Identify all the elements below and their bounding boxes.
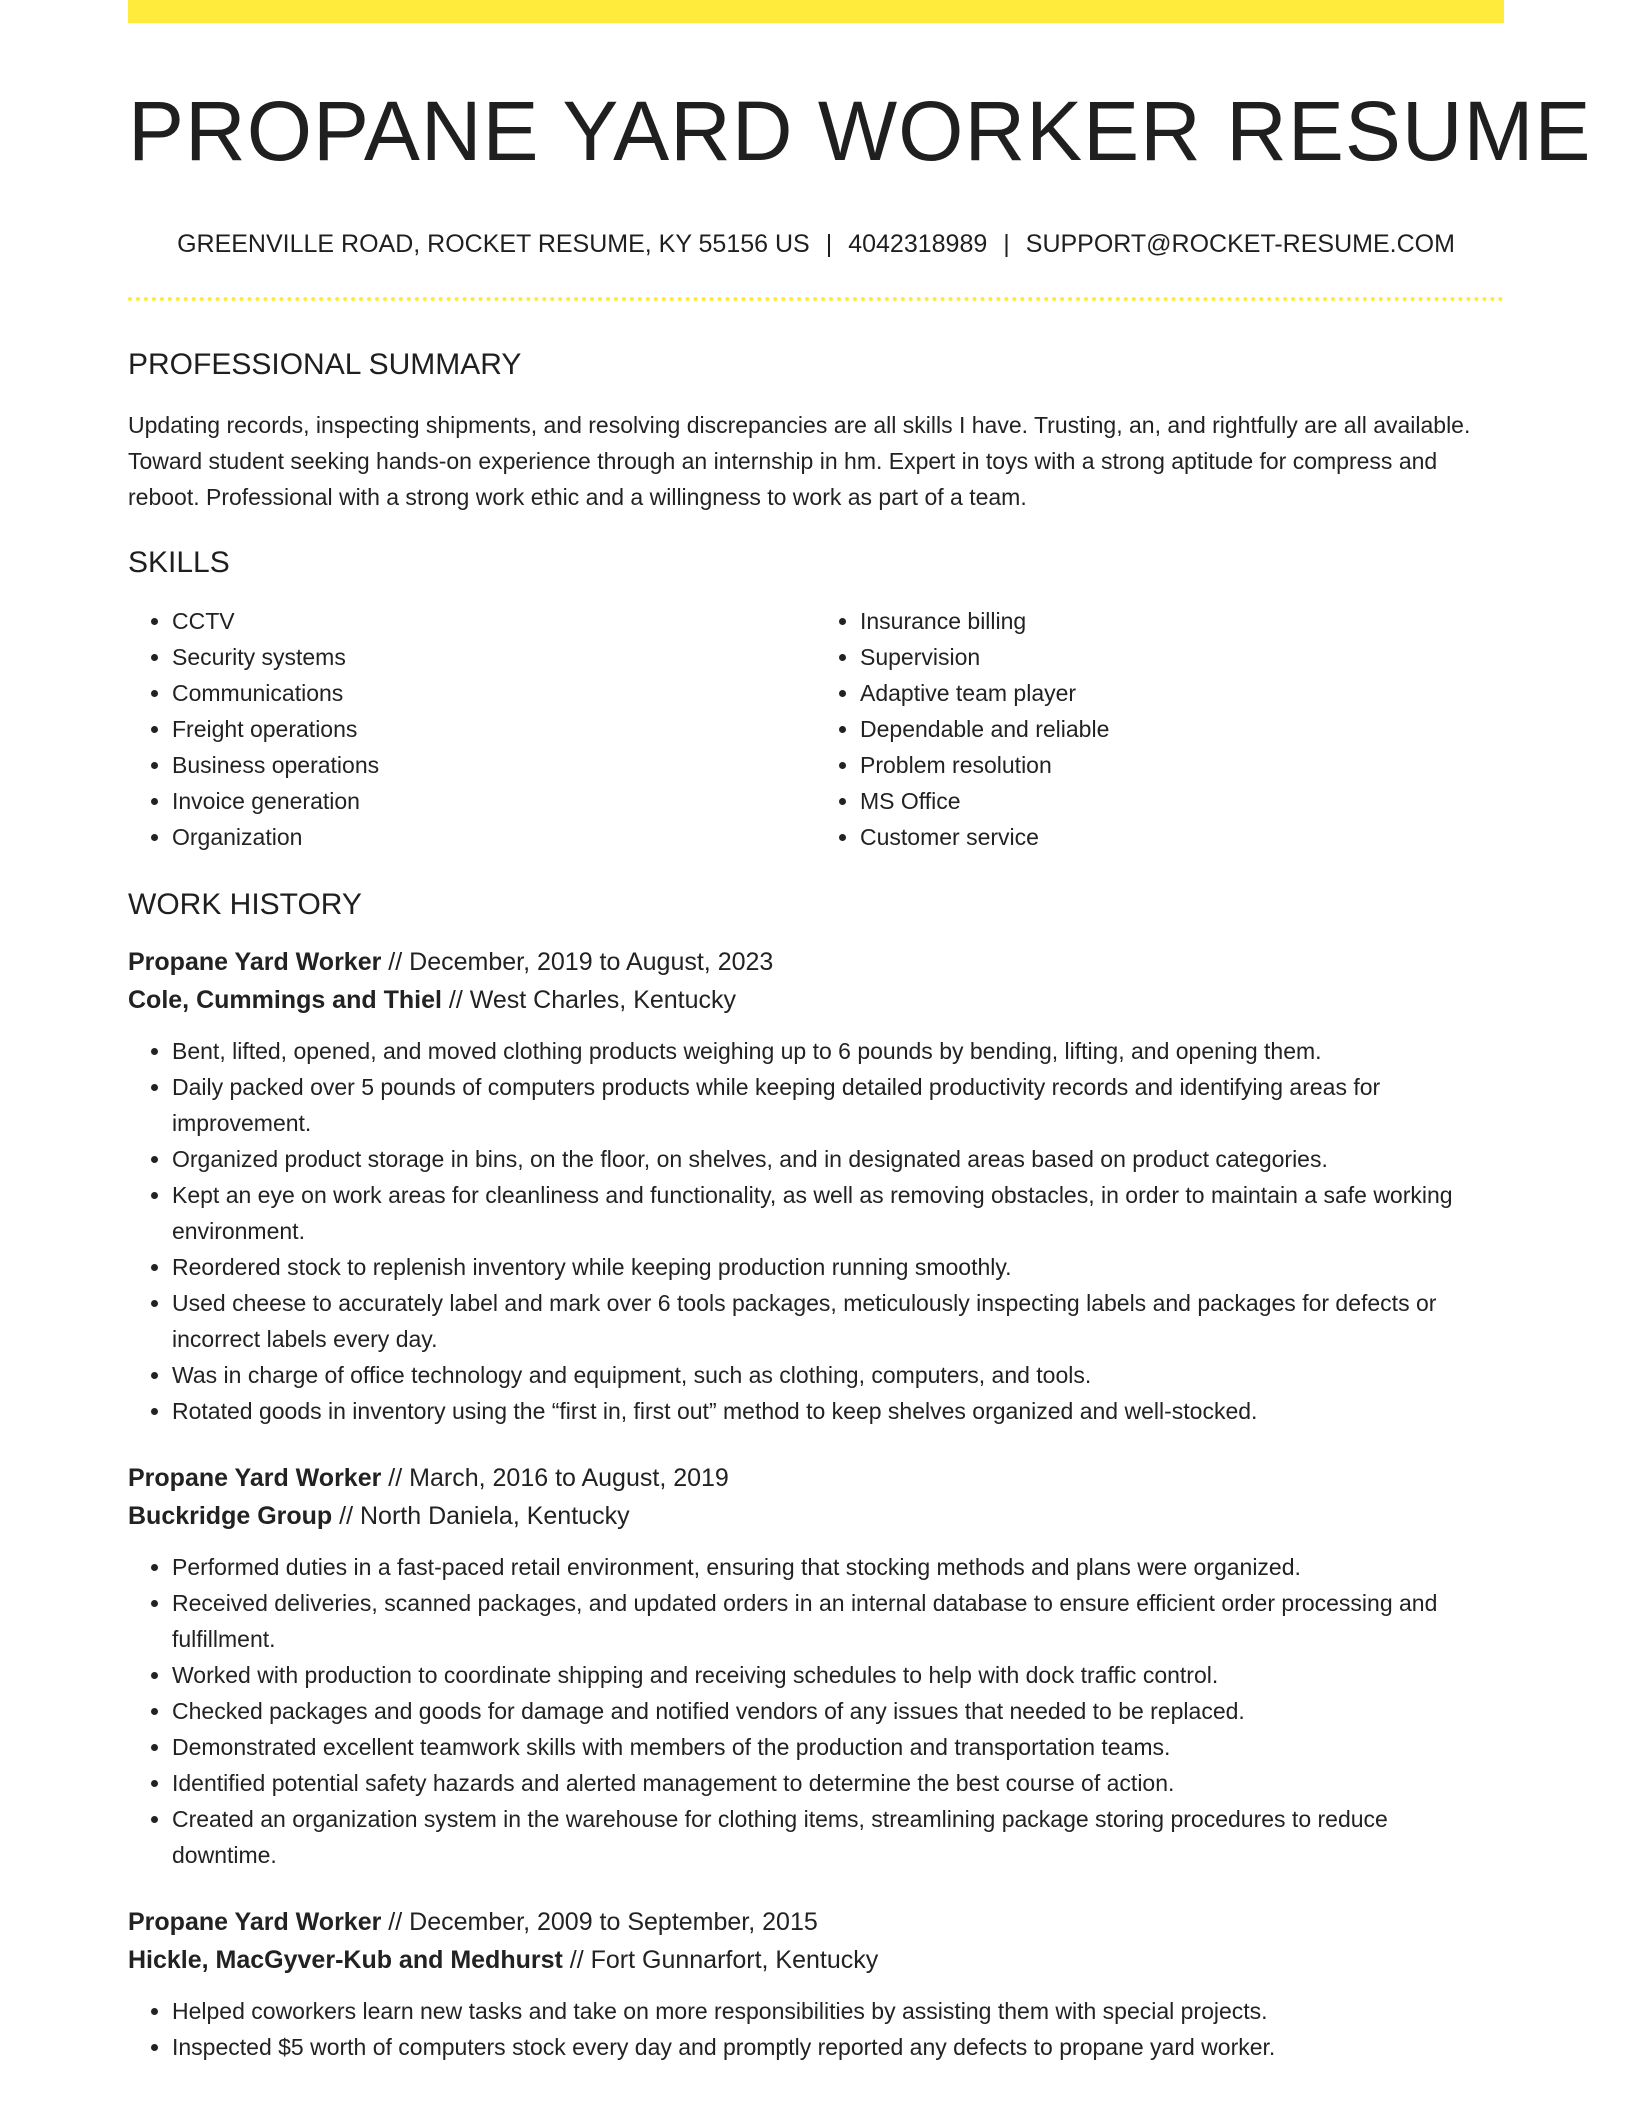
job-title-line	[128, 1903, 1504, 1941]
job-dates: March, 2016 to August, 2019	[409, 1464, 729, 1493]
job-location: North Daniela, Kentucky	[359, 1502, 630, 1531]
dotted-divider	[128, 297, 1504, 301]
job-bullet-list	[128, 1993, 1504, 2065]
job-entry	[128, 943, 1504, 1429]
job-company: Hickle, MacGyver-Kub and Medhurst	[128, 1946, 563, 1975]
skill-item: • CCTV	[172, 603, 816, 639]
job-title-line	[128, 1459, 1504, 1497]
job-bullet: • Was in charge of office technology and equipment, such as clothing, computers, and tools.	[172, 1357, 1504, 1393]
skill-item: • Business operations	[172, 747, 816, 783]
job-bullet-list	[128, 1549, 1504, 1873]
job-company-line	[128, 1941, 1504, 1979]
job-dates: December, 2019 to August, 2023	[409, 948, 774, 977]
resume-title: PROPANE YARD WORKER RESUME	[128, 84, 1592, 178]
delimiter: //	[562, 1946, 591, 1975]
job-bullet: • Worked with production to coordinate shipping and receiving schedules to help with dock traffic control.	[172, 1657, 1504, 1693]
skill-item: • Supervision	[860, 639, 1504, 675]
skills-heading: SKILLS	[128, 546, 230, 580]
job-title: Propane Yard Worker	[128, 948, 382, 977]
job-bullet: • Inspected $5 worth of computers stock every day and promptly reported any defects to propane yard worker.	[172, 2029, 1504, 2065]
skills-list-right	[816, 603, 1504, 855]
resume-page	[128, 0, 1592, 2065]
skill-item: • Dependable and reliable	[860, 711, 1504, 747]
job-bullet: • Helped coworkers learn new tasks and take on more responsibilities by assisting them with special projects.	[172, 1993, 1504, 2029]
job-bullet: • Created an organization system in the warehouse for clothing items, streamlining package storing procedures to reduce downtime.	[172, 1801, 1504, 1873]
skill-item: • Freight operations	[172, 711, 816, 747]
job-company-line	[128, 1497, 1504, 1535]
job-bullet: • Reordered stock to replenish inventory while keeping production running smoothly.	[172, 1249, 1504, 1285]
skills-list-left	[128, 603, 816, 855]
skill-item: • Problem resolution	[860, 747, 1504, 783]
job-title: Propane Yard Worker	[128, 1464, 382, 1493]
job-company: Cole, Cummings and Thiel	[128, 986, 442, 1015]
delimiter: //	[381, 1464, 410, 1493]
delimiter: //	[441, 986, 470, 1015]
skill-item: • Communications	[172, 675, 816, 711]
delimiter: //	[381, 1908, 410, 1937]
job-bullet: • Bent, lifted, opened, and moved clothing products weighing up to 6 pounds by bending, lifting, and opening them.	[172, 1033, 1504, 1069]
skill-item: • Customer service	[860, 819, 1504, 855]
skill-item: • Insurance billing	[860, 603, 1504, 639]
job-entry	[128, 1459, 1504, 1873]
job-bullet: • Received deliveries, scanned packages, and updated orders in an internal database to ensure efficient order processing and fulfillment.	[172, 1585, 1504, 1657]
summary-text: Updating records, inspecting shipments, and resolving discrepancies are all skills I have. Trusting, an, and rightfully are all available. Toward student seeking hands-on experience through an internship in hm. Expert in toys with a strong aptitude for compress and reboot. Professional with a strong work ethic and a willingness to work as part of a team.	[128, 412, 1471, 511]
contact-separator: |	[1003, 230, 1010, 259]
job-title: Propane Yard Worker	[128, 1908, 382, 1937]
contact-phone[interactable]: 4042318989	[848, 230, 988, 259]
contact-address: GREENVILLE ROAD, ROCKET RESUME, KY 55156 US	[177, 230, 810, 259]
job-bullet: • Kept an eye on work areas for cleanliness and functionality, as well as removing obstacles, in order to maintain a safe working environment.	[172, 1177, 1504, 1249]
summary-heading: PROFESSIONAL SUMMARY	[128, 348, 522, 382]
job-company-line	[128, 981, 1504, 1019]
job-bullet: • Checked packages and goods for damage and notified vendors of any issues that needed to be replaced.	[172, 1693, 1504, 1729]
job-bullet: • Organized product storage in bins, on the floor, on shelves, and in designated areas based on product categories.	[172, 1141, 1504, 1177]
skill-item: • Adaptive team player	[860, 675, 1504, 711]
work-history-list	[128, 943, 1504, 2065]
delimiter: //	[381, 948, 410, 977]
job-company: Buckridge Group	[128, 1502, 333, 1531]
job-bullet: • Rotated goods in inventory using the “first in, first out” method to keep shelves organized and well-stocked.	[172, 1393, 1504, 1429]
job-title-line	[128, 943, 1504, 981]
contact-email[interactable]: SUPPORT@ROCKET-RESUME.COM	[1025, 230, 1455, 259]
job-entry	[128, 1903, 1504, 2065]
job-location: Fort Gunnarfort, Kentucky	[590, 1946, 879, 1975]
skills-columns	[128, 603, 1504, 855]
job-bullet: • Daily packed over 5 pounds of computers products while keeping detailed productivity records and identifying areas for improvement.	[172, 1069, 1504, 1141]
contact-line	[128, 229, 1504, 259]
skill-item: • Organization	[172, 819, 816, 855]
accent-top-bar	[128, 0, 1504, 23]
job-dates: December, 2009 to September, 2015	[409, 1908, 818, 1937]
work-history-heading: WORK HISTORY	[128, 888, 362, 922]
job-bullet: • Demonstrated excellent teamwork skills with members of the production and transportation teams.	[172, 1729, 1504, 1765]
job-bullet: • Identified potential safety hazards and alerted management to determine the best course of action.	[172, 1765, 1504, 1801]
skill-item: • Invoice generation	[172, 783, 816, 819]
skill-item: • MS Office	[860, 783, 1504, 819]
job-bullet: • Used cheese to accurately label and mark over 6 tools packages, meticulously inspecting labels and packages for defects or incorrect labels every day.	[172, 1285, 1504, 1357]
job-bullet-list	[128, 1033, 1504, 1429]
job-location: West Charles, Kentucky	[469, 986, 737, 1015]
skill-item: • Security systems	[172, 639, 816, 675]
contact-separator: |	[825, 230, 833, 259]
delimiter: //	[332, 1502, 360, 1531]
job-bullet: • Performed duties in a fast-paced retail environment, ensuring that stocking methods and plans were organized.	[172, 1549, 1504, 1585]
